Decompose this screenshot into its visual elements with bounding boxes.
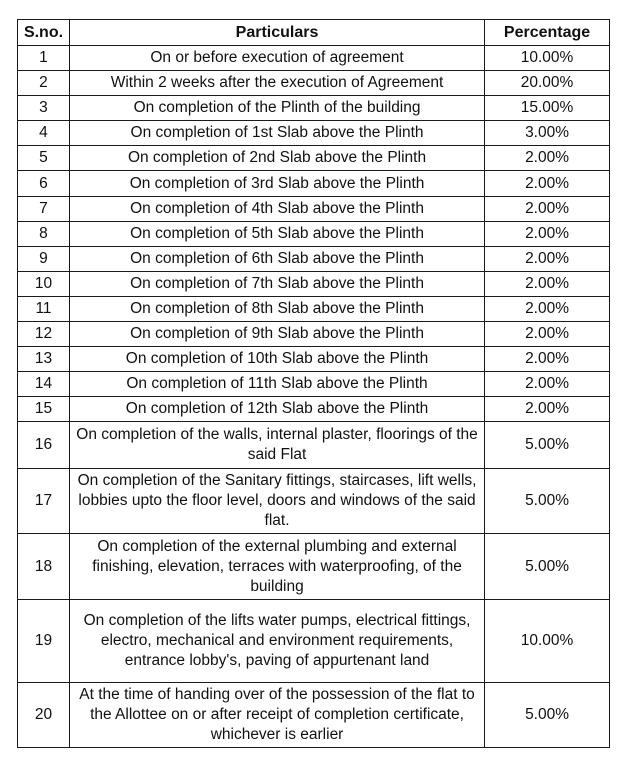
table-row <box>18 71 610 96</box>
table-row <box>18 534 610 600</box>
cell-particulars: On completion of 5th Slab above the Plinth <box>69 221 484 246</box>
table-row <box>18 683 610 748</box>
payment-schedule-table <box>17 19 610 748</box>
cell-percentage: 5.00% <box>485 683 610 748</box>
cell-sno: 20 <box>18 683 70 748</box>
table-body <box>18 46 610 748</box>
cell-sno: 4 <box>18 121 70 146</box>
cell-particulars: On completion of 8th Slab above the Plinth <box>69 296 484 321</box>
table-row <box>18 96 610 121</box>
cell-percentage: 2.00% <box>485 322 610 347</box>
header-percentage: Percentage <box>485 20 610 46</box>
cell-particulars: At the time of handing over of the possession of the flat to the Allottee on or after receipt of completion certificate, whichever is earlier <box>69 683 484 748</box>
cell-percentage: 2.00% <box>485 171 610 196</box>
cell-sno: 1 <box>18 46 70 71</box>
cell-percentage: 10.00% <box>485 46 610 71</box>
cell-sno: 18 <box>18 534 70 600</box>
table-row <box>18 171 610 196</box>
cell-sno: 7 <box>18 196 70 221</box>
table-row <box>18 322 610 347</box>
table-row <box>18 221 610 246</box>
cell-particulars: On completion of 9th Slab above the Plinth <box>69 322 484 347</box>
table-row <box>18 372 610 397</box>
cell-percentage: 2.00% <box>485 196 610 221</box>
cell-particulars: Within 2 weeks after the execution of Agreement <box>69 71 484 96</box>
cell-sno: 17 <box>18 469 70 534</box>
cell-particulars: On completion of the Sanitary fittings, staircases, lift wells, lobbies upto the floor level, doors and windows of the said flat. <box>69 469 484 534</box>
cell-particulars: On completion of the walls, internal plaster, floorings of the said Flat <box>69 422 484 469</box>
table-row <box>18 296 610 321</box>
cell-sno: 15 <box>18 397 70 422</box>
table-row <box>18 146 610 171</box>
cell-percentage: 2.00% <box>485 221 610 246</box>
cell-particulars: On completion of 4th Slab above the Plinth <box>69 196 484 221</box>
table-row <box>18 347 610 372</box>
cell-sno: 13 <box>18 347 70 372</box>
cell-particulars: On completion of 6th Slab above the Plinth <box>69 246 484 271</box>
cell-percentage: 5.00% <box>485 422 610 469</box>
cell-percentage: 3.00% <box>485 121 610 146</box>
cell-particulars: On completion of 1st Slab above the Plinth <box>69 121 484 146</box>
cell-sno: 19 <box>18 600 70 683</box>
cell-percentage: 5.00% <box>485 469 610 534</box>
cell-sno: 12 <box>18 322 70 347</box>
cell-percentage: 2.00% <box>485 347 610 372</box>
cell-particulars: On completion of the Plinth of the building <box>69 96 484 121</box>
cell-sno: 2 <box>18 71 70 96</box>
table-row <box>18 46 610 71</box>
header-particulars: Particulars <box>69 20 484 46</box>
cell-particulars: On or before execution of agreement <box>69 46 484 71</box>
cell-percentage: 5.00% <box>485 534 610 600</box>
cell-particulars: On completion of the external plumbing and external finishing, elevation, terraces with waterproofing, of the building <box>69 534 484 600</box>
cell-sno: 16 <box>18 422 70 469</box>
table-row <box>18 397 610 422</box>
cell-percentage: 2.00% <box>485 372 610 397</box>
table-row <box>18 600 610 683</box>
cell-particulars: On completion of 12th Slab above the Plinth <box>69 397 484 422</box>
table-row <box>18 246 610 271</box>
table-row <box>18 196 610 221</box>
cell-sno: 3 <box>18 96 70 121</box>
cell-percentage: 2.00% <box>485 271 610 296</box>
cell-percentage: 2.00% <box>485 296 610 321</box>
cell-percentage: 2.00% <box>485 146 610 171</box>
cell-percentage: 10.00% <box>485 600 610 683</box>
cell-percentage: 2.00% <box>485 246 610 271</box>
cell-sno: 9 <box>18 246 70 271</box>
cell-sno: 10 <box>18 271 70 296</box>
table-row <box>18 422 610 469</box>
cell-sno: 14 <box>18 372 70 397</box>
cell-particulars: On completion of 7th Slab above the Plinth <box>69 271 484 296</box>
cell-particulars: On completion of 11th Slab above the Plinth <box>69 372 484 397</box>
cell-sno: 11 <box>18 296 70 321</box>
cell-percentage: 15.00% <box>485 96 610 121</box>
cell-particulars: On completion of 2nd Slab above the Plinth <box>69 146 484 171</box>
cell-sno: 8 <box>18 221 70 246</box>
cell-percentage: 20.00% <box>485 71 610 96</box>
table-row <box>18 271 610 296</box>
cell-sno: 5 <box>18 146 70 171</box>
cell-percentage: 2.00% <box>485 397 610 422</box>
table-row <box>18 469 610 534</box>
cell-particulars: On completion of 3rd Slab above the Plinth <box>69 171 484 196</box>
table-header-row <box>18 20 610 46</box>
cell-sno: 6 <box>18 171 70 196</box>
cell-particulars: On completion of 10th Slab above the Plinth <box>69 347 484 372</box>
cell-particulars: On completion of the lifts water pumps, electrical fittings, electro, mechanical and environment requirements, entrance lobby's, paving of appurtenant land <box>69 600 484 683</box>
header-sno: S.no. <box>18 20 70 46</box>
table-row <box>18 121 610 146</box>
